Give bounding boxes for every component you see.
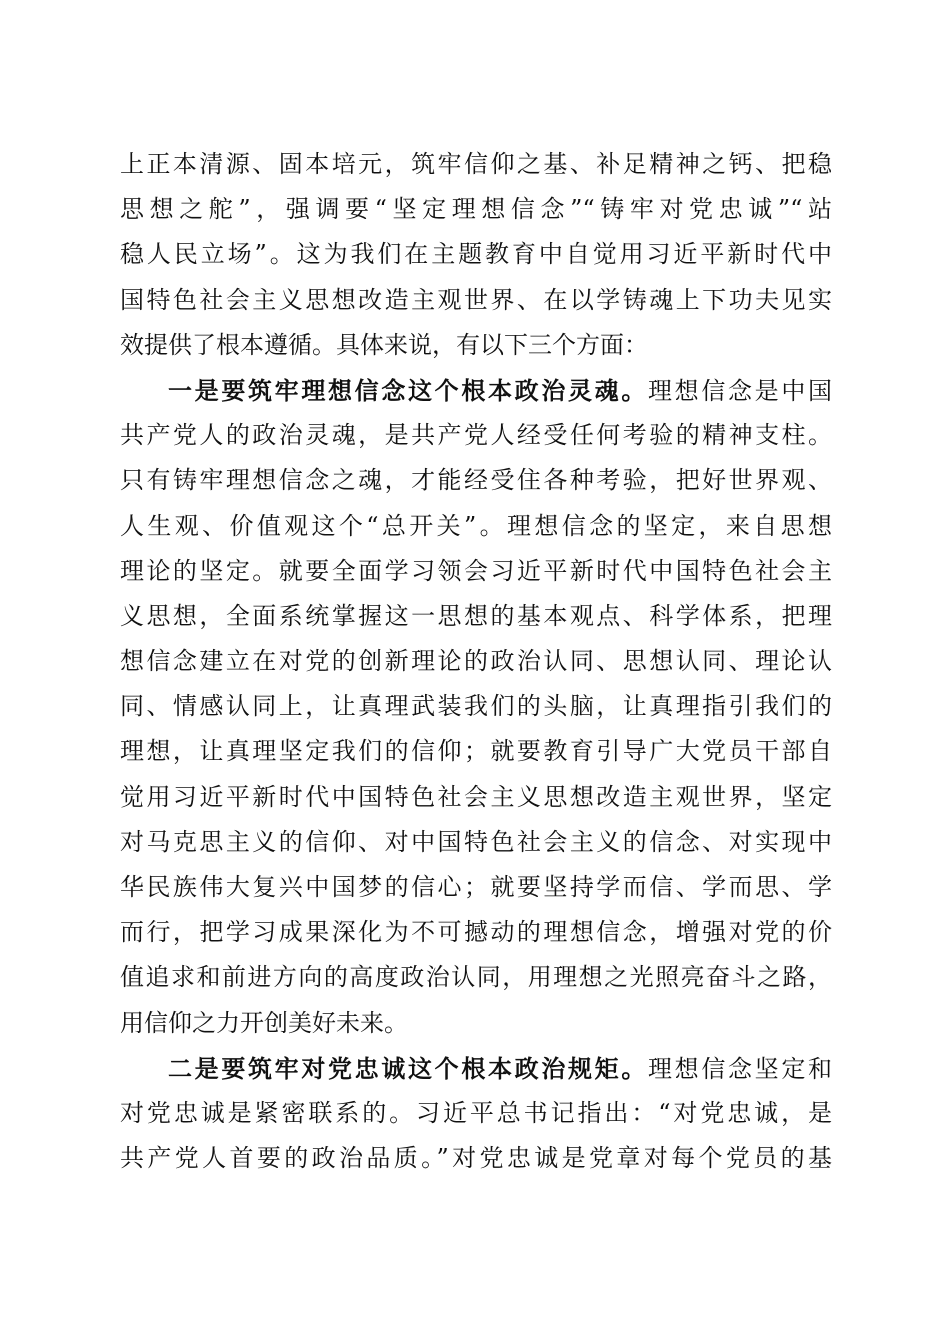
paragraph-lead-heading: 一是要筑牢理想信念这个根本政治灵魂。 bbox=[168, 375, 648, 405]
text-line: 华民族伟大复兴中国梦的信心；就要坚持学而信、学而思、学 bbox=[120, 873, 832, 901]
text-line: 效提供了根本遵循。具体来说，有以下三个方面： bbox=[120, 330, 648, 359]
first-line-text: 理想信念是中国 bbox=[648, 376, 832, 405]
text-line: 上正本清源、固本培元，筑牢信仰之基、补足精神之钙、把稳 bbox=[120, 150, 832, 178]
text-line: 用信仰之力开创美好未来。 bbox=[120, 1008, 408, 1037]
paragraph-first-line bbox=[120, 1046, 832, 1091]
text-line: 人生观、价值观这个“总开关”。理想信念的坚定，来自思想 bbox=[120, 511, 832, 540]
text-line: 义思想，全面系统掌握这一思想的基本观点、科学体系，把理 bbox=[120, 601, 832, 630]
text-line: 觉用习近平新时代中国特色社会主义思想改造主观世界，坚定 bbox=[120, 782, 832, 811]
text-line: 对党忠诚是紧密联系的。习近平总书记指出：“对党忠诚，是 bbox=[120, 1098, 832, 1127]
paragraph-lead-heading: 二是要筑牢对党忠诚这个根本政治规矩。 bbox=[168, 1053, 648, 1083]
text-line: 而行，把学习成果深化为不可撼动的理想信念，增强对党的价 bbox=[120, 918, 832, 947]
paragraph-point-one bbox=[120, 368, 832, 1046]
text-line: 稳人民立场”。这为我们在主题教育中自觉用习近平新时代中 bbox=[120, 240, 832, 269]
text-line: 理想，让真理坚定我们的信仰；就要教育引导广大党员干部自 bbox=[120, 737, 832, 766]
paragraph-first-line bbox=[120, 368, 832, 413]
first-line-text: 理想信念坚定和 bbox=[648, 1054, 832, 1083]
text-line: 只有铸牢理想信念之魂，才能经受住各种考验，把好世界观、 bbox=[120, 466, 832, 495]
text-line: 共产党人的政治灵魂，是共产党人经受任何考验的精神支柱。 bbox=[120, 421, 832, 450]
text-line: 共产党人首要的政治品质。”对党忠诚是党章对每个党员的基 bbox=[120, 1144, 832, 1173]
text-line: 理论的坚定。就要全面学习领会习近平新时代中国特色社会主 bbox=[120, 556, 832, 585]
paragraph-intro bbox=[120, 142, 832, 368]
paragraph-point-two bbox=[120, 1046, 832, 1182]
document-body bbox=[120, 142, 832, 1181]
text-line: 对马克思主义的信仰、对中国特色社会主义的信念、对实现中 bbox=[120, 827, 832, 856]
text-line: 想信念建立在对党的创新理论的政治认同、思想认同、理论认 bbox=[120, 647, 832, 676]
text-line: 思想之舵”，强调要“坚定理想信念”“铸牢对党忠诚”“站 bbox=[120, 195, 832, 224]
text-line: 同、情感认同上，让真理武装我们的头脑，让真理指引我们的 bbox=[120, 692, 832, 721]
text-line: 值追求和前进方向的高度政治认同，用理想之光照亮奋斗之路， bbox=[120, 963, 832, 992]
text-line: 国特色社会主义思想改造主观世界、在以学铸魂上下功夫见实 bbox=[120, 285, 832, 314]
